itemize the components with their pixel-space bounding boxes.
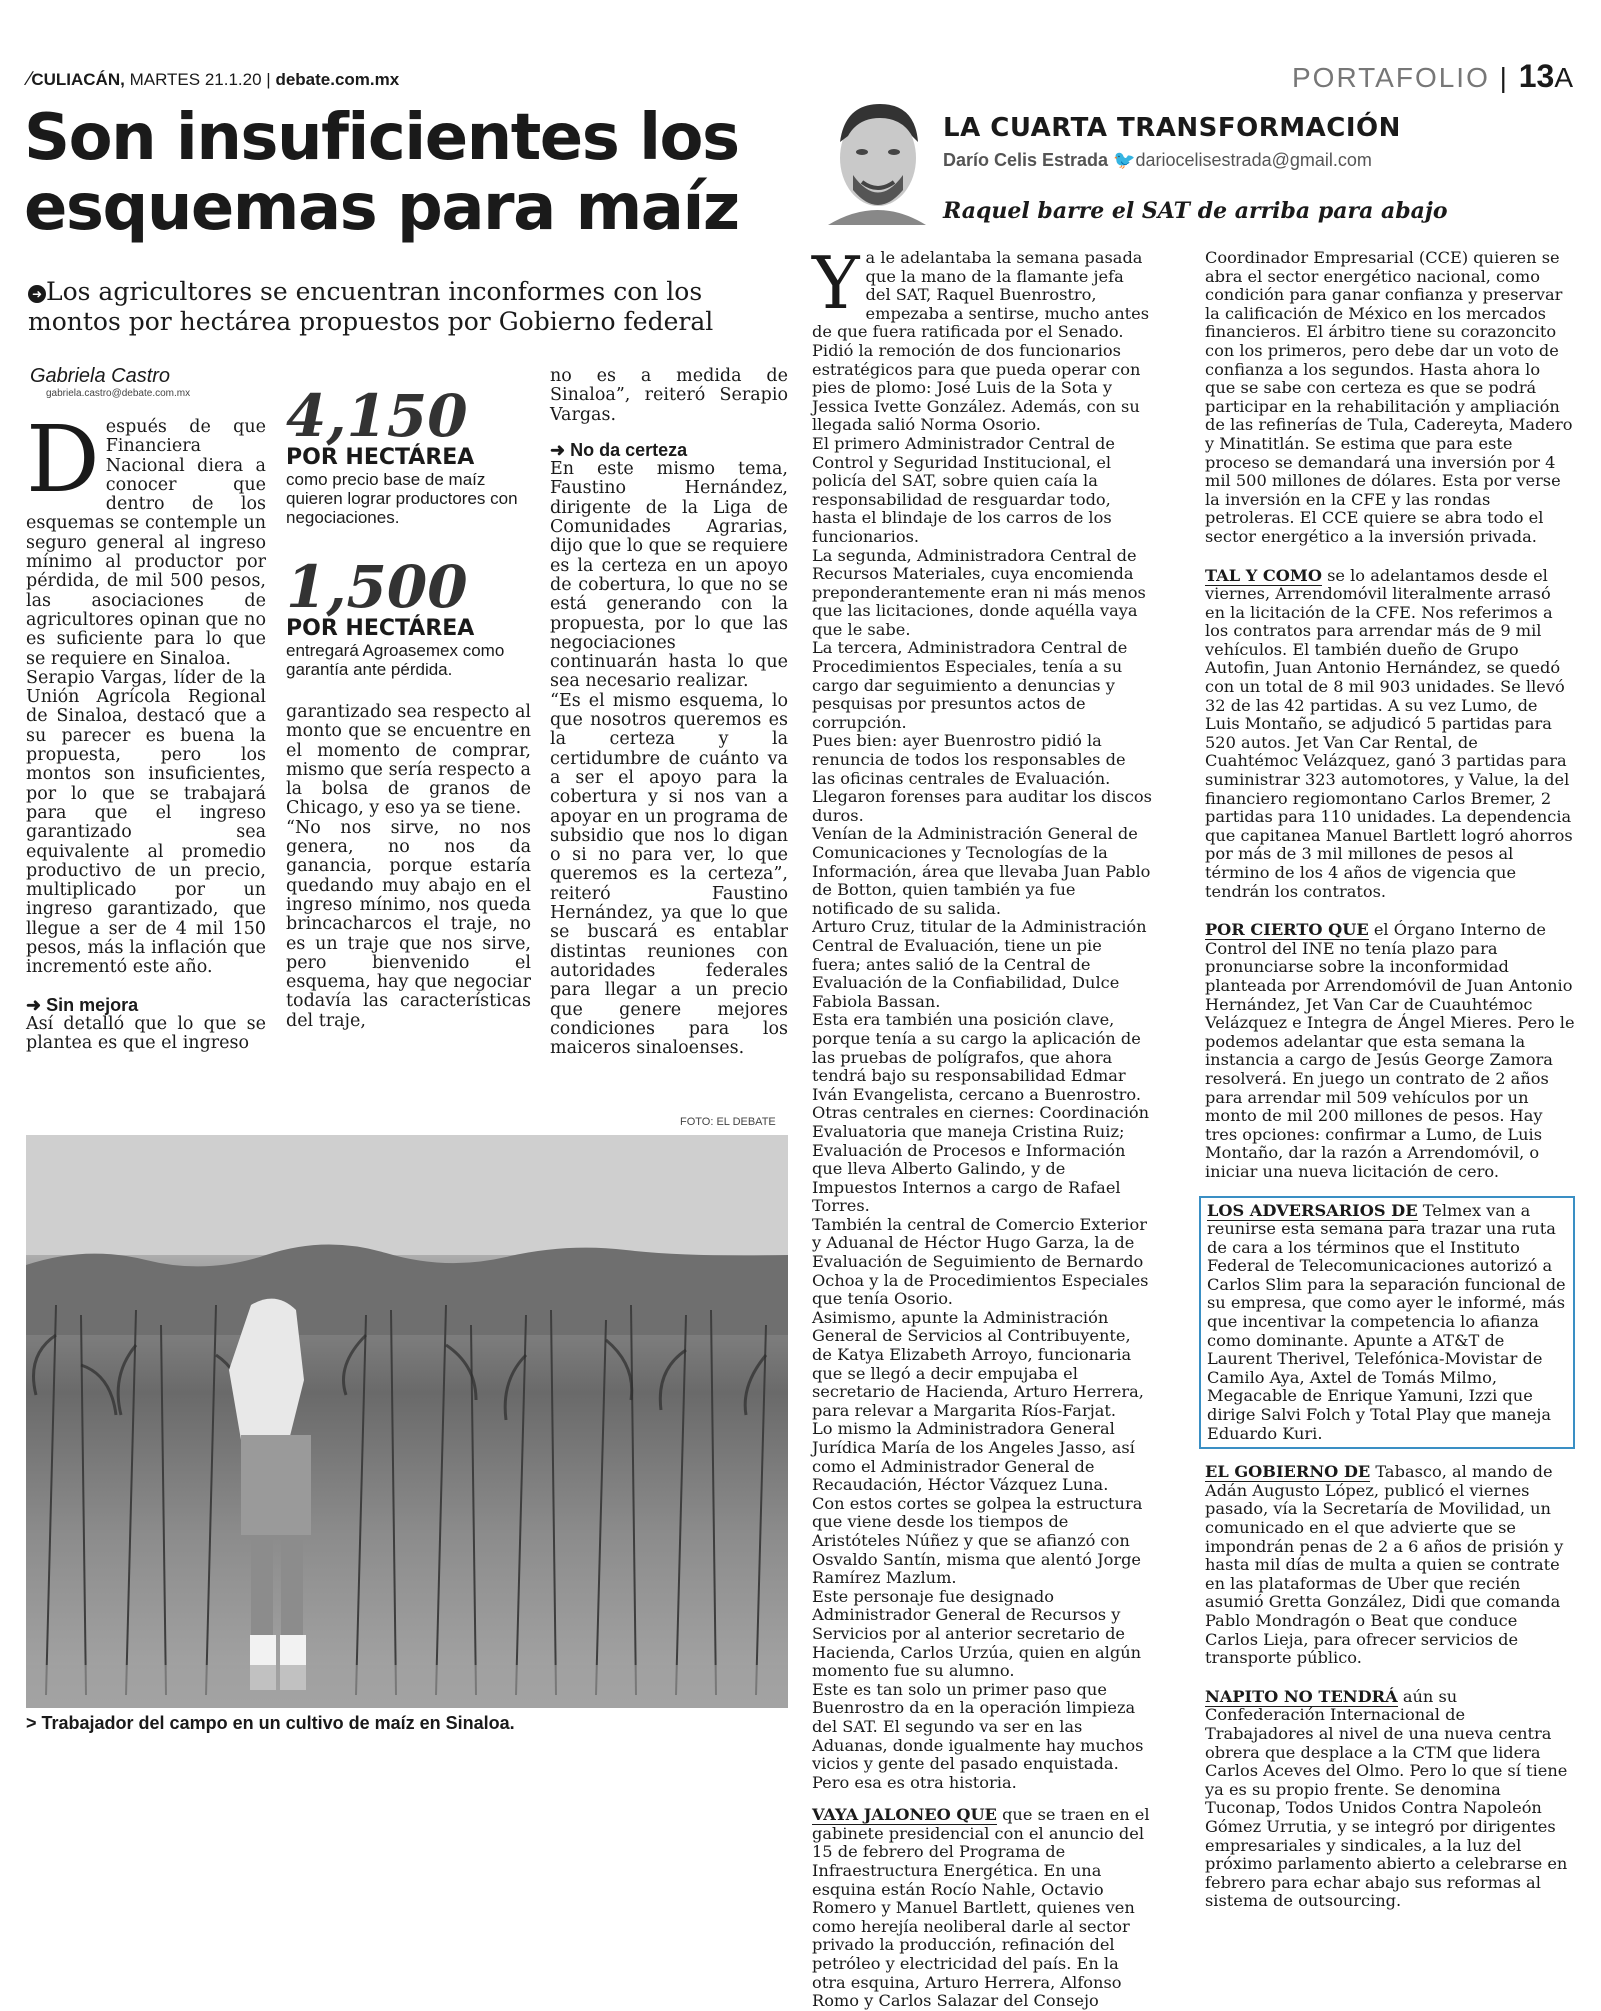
article-dropcap: D: [26, 406, 100, 513]
column-paragraph: EL GOBIERNO DE Tabasco, al mando de Adán Augusto López, publicó el viernes pasado, vía la Secretaría de Movilidad, un comunicado en el que advierte que se impondrán penas de 2 a 6 años de prisión y hasta mil días de multa a quien se contrate en las plataformas de Uber que recién asumió Gretta González, Didi que comanda Pablo Mondragón o Beat que conduce Carlos Lieja, para ofrecer servicios de transporte público.: [1205, 1462, 1564, 1668]
stat-2-desc: entregará Agroasemex como garantía ante pérdida.: [286, 641, 505, 679]
byline: [30, 365, 190, 399]
article-col-1: [26, 406, 266, 1054]
column-paragraph: TAL Y COMO se lo adelantamos desde el viernes, Arrendomóvil literalmente arrasó en la licitación de la CFE. Nos referimos a los contratos para arrendar más de 9 mil vehículos. El también dueño de Grupo Autofin, Juan Antonio Hernández, se quedó con un total de 8 mil 903 unidades. Se llevó 32 de las 42 partidas. A su vez Lumo, de Luis Montaño, se adjudicó 5 partidas para 520 autos. Jet Van Car Rental, de Cuahtémoc Velázquez, ganó 3 partidas para suministrar 323 automotores, y Value, la del financiero regiomontano Carlos Bremer, 2 partidas para 110 unidades. La dependencia que capitanea Manuel Bartlett logró ahorros por más de 3 mil millones de pesos al término de los 4 años de vigencia que tendrán los contratos.: [1205, 565, 1573, 901]
column-paragraph: Asimismo, apunte la Administración General de Servicios al Contribuyente, de Katya Elizabeth Arroyo, funcionaria que se llegó a decir empujaba el secretario de Hacienda, Arturo Herrera, para relevar a Margarita Ríos-Farjat.: [812, 1307, 1144, 1420]
stat-1: [286, 382, 531, 527]
farmworker-figure: [229, 1299, 311, 1690]
headline-line1: Son insuficientes los: [24, 101, 739, 175]
arrow-circle-icon: ➜: [28, 285, 46, 303]
swash-icon: ∕: [28, 68, 32, 90]
column-paragraph: También la central de Comercio Exterior y Aduanal de Héctor Hugo Garza, la de Evaluación de Seguimiento de Bernardo Ochoa y la de Procedimientos Especiales que tenía Osorio.: [812, 1214, 1149, 1309]
headline-line2: esquemas para maíz: [24, 171, 739, 245]
column-title: LA CUARTA TRANSFORMACIÓN: [943, 113, 1401, 143]
column-paragraph: a le adelantaba la semana pasada que la mano de la flamante jefa del SAT, Raquel Buenrostro, empezaba a sentirse, mucho antes de que fuera ratificada por el Senado.: [812, 248, 1150, 342]
article-paragraph: “No nos sirve, no nos genera, no nos da ganancia, porque estaría quedando muy abajo en el ingreso mínimo, nos queda brincacharcos el traje, no es un traje que nos sirve, pero bienvenido el esquema, hay que negociar todavía las características del traje,: [286, 817, 531, 1031]
column-paragraph: La tercera, Administradora Central de Procedimientos Especiales, tenía a su cargo dar seguimiento a denuncias y pesquisas por presuntos actos de corrupción.: [812, 638, 1128, 732]
header-date: MARTES 21.1.20: [129, 70, 262, 89]
article-paragraph: garantizado sea respecto al monto que se encuentre en el momento de comprar, mismo que sería respecto a la bolsa de granos de Chicago, y eso ya se tiene.: [286, 702, 531, 819]
columnist-portrait: [818, 100, 936, 225]
column-email[interactable]: dariocelisestrada@gmail.com: [1135, 150, 1372, 170]
column-paragraph: Pidió la remoción de dos funcionarios estratégicos para que pueda operar con pies de plomo: José Luis de la Sota y Jessica Ivette González. Además, con su llegada salió Norma Osorio.: [812, 340, 1141, 435]
article-paragraph: En este mismo tema, Faustino Hernández, dirigente de la Liga de Comunidades Agrarias, dijo que lo que se requiere es la certeza en un apoyo de cobertura, lo que no se está generando con la propuesta, por lo que las negociaciones continuarán hasta lo que sea necesario realizar.: [550, 459, 788, 692]
lead-por-cierto: POR CIERTO QUE: [1205, 920, 1369, 940]
header-city: CULIACÁN,: [31, 70, 125, 89]
page-letter: A: [1554, 62, 1573, 93]
column-paragraph: Este personaje fue designado Administrador General de Recursos y Servicios por al anterior secretario de Hacienda, Carlos Urzúa, quien en algún momento fue su alumno.: [812, 1586, 1142, 1681]
subhead-text: Los agricultores se encuentran inconformes con los montos por hectárea propuestos por Gobierno federal: [28, 277, 714, 336]
article-paragraph: “Es el mismo esquema, lo que nosotros queremos es la certeza y la certidumbre de cuánto va a ser el apoyo para la cobertura y si nos van a apoyar en un programa de subsidio que nos lo digan o si no para ver, lo que queremos es la certeza”, reiteró Faustino Hernández, ya que lo que se buscará es entablar distintas reuniones con autoridades federales para llegar a un precio que genere mejores condiciones para los maiceros sinaloenses.: [550, 690, 788, 1059]
column-paragraph: VAYA JALONEO QUE que se traen en el gabinete presidencial con el anuncio del 15 de febrero del Programa de Infraestructura Energética. En una esquina están Rocío Nahle, Octavio Romero y Manuel Bartlett, quienes ven como herejía neoliberal darle al sector privado la producción, refinación del petróleo y electricidad del país. En la otra esquina, Arturo Herrera, Alfonso Romo y Carlos Salazar del Consejo: [812, 1805, 1150, 2011]
column-paragraph: Pues bien: ayer Buenrostro pidió la renuncia de todos los responsables de las oficinas centrales de Evaluación. Llegaron forenses para auditar los discos duros.: [812, 731, 1152, 825]
stat-1-desc: como precio base de maíz quieren lograr productores con negociaciones.: [286, 470, 518, 527]
stat-2-label: POR HECTÁREA: [286, 616, 475, 641]
column-paragraph: El primero Administrador Central de Control y Seguridad Institucional, el policía del SAT, sobre quien caía la responsabilidad de resguardar todo, hasta el blindaje de los carros de los funcionarios.: [812, 433, 1115, 546]
headline: [24, 103, 784, 243]
byline-email[interactable]: gabriela.castro@debate.com.mx: [46, 388, 191, 399]
article-col-2: [286, 382, 531, 1031]
article-paragraph: espués de que Financiera Nacional diera a conocer que dentro de los esquemas se contemple un seguro general al ingreso mínimo al productor por pérdida, de mil 500 pesos, las asociaciones de agricultores opinan que no es suficiente para lo que se requiere en Sinaloa.: [26, 417, 266, 669]
column-paragraph: Esta era también una posición clave, porque tenía a su cargo la aplicación de las pruebas de polígrafos, que ahora tendrá bajo su responsabilidad Edmar Iván Evangelista, cercano a Buenrostro.: [812, 1010, 1142, 1104]
byline-author: Gabriela Castro: [30, 365, 171, 387]
caption-text: Trabajador del campo en un cultivo de maíz en Sinaloa.: [41, 1713, 515, 1733]
bird-icon: 🐦: [1113, 150, 1136, 170]
column-paragraph: Venían de la Administración General de Comunicaciones y Tecnologías de la Información, área que llevaba Juan Pablo de Botton, quien también ya fue notificado de su salida.: [812, 824, 1151, 918]
column-subtitle: Raquel barre el SAT de arriba para abajo: [943, 198, 1448, 224]
column-byline: [943, 150, 1372, 171]
column-paragraph: Coordinador Empresarial (CCE) quieren se abra el sector energético nacional, como condición para ganar confianza y preservar la calificación de México en los mercados financieros. El árbitro tiene su corazoncito con los primeros, pero debe dar un voto de confianza a los segundos. Hasta ahora lo que se sabe con certeza es que se podrá participar en la rehabilitación y ampliación de las refinerías de Tula, Cadereyta, Madero y Minatitlán. Se estima que para este proceso se demandará una inversión por 4 mil 500 millones de dólares. Esta por verse la inversión en la CFE y las rondas petroleras. El CCE quiere se abra todo el sector energético a la inversión privada.: [1205, 248, 1573, 546]
cornfield-photo: [26, 1135, 788, 1708]
lead-tal-y-como: TAL Y COMO: [1205, 565, 1322, 585]
header-site[interactable]: debate.com.mx: [275, 70, 400, 89]
subhead-no-da-certeza: ➜ No da certeza: [550, 439, 688, 460]
article-paragraph: Serapio Vargas, líder de la Unión Agrícola Regional de Sinaloa, destacó que a su parecer es buena la propuesta, pero los montos son insuficientes, por lo que se trabajará para que el ingreso garantizado sea equivalente al promedio productivo de un precio, multiplicado por un ingreso garantizado, que llegue a ser de 4 mil 150 pesos, más la inflación que incrementó este año.: [26, 667, 266, 978]
article-paragraph: Así detalló que lo que se plantea es que el ingreso: [26, 1013, 266, 1054]
column-paragraph: Con estos cortes se golpea la estructura que viene desde los tiempos de Aristóteles Núñez y que se afianzó con Osvaldo Santín, misma que alentó Jorge Ramírez Mazlum.: [812, 1493, 1143, 1588]
photo-credit: FOTO: EL DEBATE: [680, 1116, 776, 1128]
lead-vaya-jaloneo: VAYA JALONEO QUE: [812, 1805, 997, 1825]
subhead: [28, 277, 788, 337]
photo-caption: > Trabajador del campo en un cultivo de maíz en Sinaloa.: [26, 1713, 515, 1733]
page-number: 13: [1518, 58, 1555, 94]
stat-1-number: 4,150: [286, 382, 468, 450]
stat-1-label: POR HECTÁREA: [286, 445, 475, 470]
column-dropcap: Y: [812, 241, 860, 325]
column-col-1: [812, 241, 1152, 2011]
masthead-left: ∕CULIACÁN, MARTES 21.1.20 | debate.com.mx: [28, 68, 400, 90]
column-paragraph: POR CIERTO QUE el Órgano Interno de Control del INE no tenía plazo para pronunciarse sobre la inconformidad planteada por Arrendomóvil de Juan Antonio Hernández, Jet Van Car de Cuauhtémoc Velázquez e Integra de Ángel Mieres. Pero le podemos adelantar que esta semana la instancia a cargo de Jesús George Zamora resolverá. En juego un contrato de 2 años para arrendar mil 509 vehículos por un monto de mil 200 millones de pesos. Hay tres opciones: confirmar a Lumo, de Luis Montaño, dar la razón a Arrendomóvil, o iniciar una nueva licitación de cero.: [1205, 920, 1575, 1181]
stat-2-number: 1,500: [286, 553, 468, 621]
lead-el-gobierno: EL GOBIERNO DE: [1205, 1462, 1371, 1482]
column-paragraph: La segunda, Administradora Central de Recursos Materiales, cuya encomienda preponderantemente eran ni más menos que las licitaciones, donde aquélla vaya que le sabe.: [812, 545, 1146, 639]
lead-napito: NAPITO NO TENDRÁ: [1205, 1686, 1398, 1706]
column-paragraph: Arturo Cruz, titular de la Administración Central de Evaluación, tiene un pie fuera; antes salió de la Central de Evaluación de la Confiabilidad, Dulce Fabiola Bassan.: [812, 917, 1147, 1011]
column-paragraph: Lo mismo la Administradora General Jurídica María de los Angeles Jasso, así como el Administrador General de Recaudación, Héctor Vázquez Luna.: [812, 1419, 1135, 1495]
column-col-2: [1205, 249, 1575, 1911]
columnist-photo: [818, 100, 936, 225]
section-name: PORTAFOLIO: [1291, 62, 1490, 93]
lead-adversarios: LOS ADVERSARIOS DE: [1207, 1200, 1418, 1220]
subhead-sin-mejora: ➜ Sin mejora: [26, 994, 139, 1015]
highlight-box: [1199, 1196, 1575, 1450]
column-paragraph: Otras centrales en ciernes: Coordinación Evaluatoria que maneja Cristina Ruiz; Evaluación de Procesos e Información que lleva Alberto Galindo, y de Impuestos Internos a cargo de Rafael Torres.: [812, 1103, 1150, 1216]
article-col-3: [550, 367, 788, 1058]
stat-2: [286, 553, 531, 679]
column-author: Darío Celis Estrada: [943, 150, 1109, 170]
column-paragraph: Este es tan solo un primer paso que Buenrostro da en la operación limpieza del SAT. El segundo va ser en las Aduanas, donde igualmente hay muchos vicios y gente del pasado enquistada. Pero esa es otra historia.: [812, 1679, 1144, 1792]
cornfield-illustration: [26, 1135, 788, 1708]
column-paragraph: NAPITO NO TENDRÁ aún su Confederación Internacional de Trabajadores al nivel de una nueva centra obrera que desplace a la CTM que lidera Carlos Aceves del Olmo. Pero lo que sí tiene ya es su propio frente. Se denomina Tuconap, Todos Unidos Contra Napoleón Gómez Urrutia, y se integró por dirigentes empresariales y sindicales, a la luz del próximo parlamento abierto a celebrarse en febrero para echar abajo sus reformas al sistema de outsourcing.: [1205, 1686, 1568, 1911]
article-paragraph: no es a medida de Sinaloa”, reiteró Serapio Vargas.: [550, 366, 788, 425]
column-paragraph: LOS ADVERSARIOS DE Telmex van a reunirse esta semana para trazar una ruta de cara a los términos que el Instituto Federal de Telecomunicaciones autorizó a Carlos Slim para la separación funcional de su empresa, que como ayer le informé, más que incentivar la competencia lo afianza como dominante. Apunte a AT&T de Laurent Therivel, Telefónica-Movistar de Camilo Aya, Axtel de Tomás Milmo, Megacable de Enrique Yamuni, Izzi que dirige Salvi Folch y Total Play que maneja Eduardo Kuri.: [1207, 1200, 1566, 1443]
masthead-right: PORTAFOLIO | 13A: [1291, 58, 1573, 94]
